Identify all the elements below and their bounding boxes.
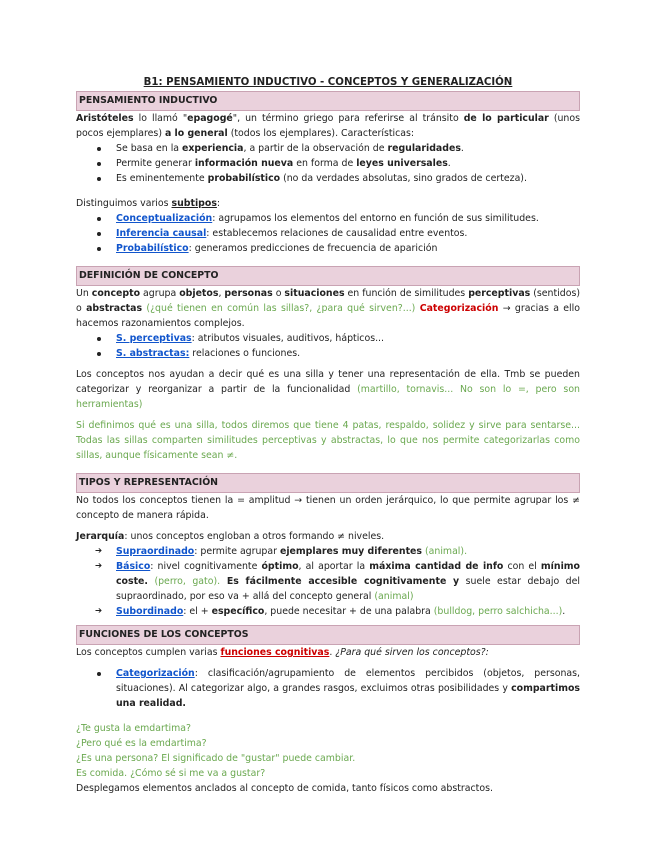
paragraph-silla: Los conceptos nos ayudan a decir qué es una silla y tener una representación de ella. Tmb se pueden categorizar y reorganizar a partir de la funcionalidad (martillo, tornavis... No son lo =, pero son herramientas): [76, 369, 580, 410]
term-inferencia-causal: Inferencia causal: [116, 228, 207, 239]
example-line: Es comida. ¿Cómo sé si me va a gustar?: [76, 768, 266, 779]
subtypes-list: [76, 211, 580, 256]
term-s-perceptivas: S. perceptivas: [116, 333, 192, 344]
term-s-abstractas: S. abstractas:: [116, 348, 190, 359]
term-probabilistico: Probabilístico: [116, 243, 189, 254]
section-heading-definicion-concepto: DEFINICIÓN DE CONCEPTO: [76, 266, 580, 286]
list-item: Permite generar información nueva en forma de leyes universales.: [76, 156, 580, 171]
list-item: Se basa en la experiencia, a partir de la observación de regularidades.: [76, 141, 580, 156]
list-item: Conceptualización: agrupamos los elementos del entorno en función de sus similitudes.: [76, 211, 580, 226]
list-item: Categorización: clasificación/agrupamiento de elementos percibidos (objetos, personas, situaciones). Al categorizar algo, a grandes rasgos, excluimos otras posibilidades y compartimos una realidad.: [76, 666, 580, 711]
page-title: B1: PENSAMIENTO INDUCTIVO - CONCEPTOS Y GENERALIZACIÓN: [143, 77, 513, 88]
list-item: Probabilístico: generamos predicciones de frecuencia de aparición: [76, 241, 580, 256]
list-item: Inferencia causal: establecemos relaciones de causalidad entre eventos.: [76, 226, 580, 241]
funciones-list: [76, 666, 580, 711]
paragraph-ejemplo-silla: Si definimos qué es una silla, todos diremos que tiene 4 patas, respaldo, solidez y sirve para sentarse... Todas las sillas comparten similitudes perceptivas y abstractas, lo que nos permite categorizarlas como sillas, aunque físicamente sean ≠.: [76, 420, 580, 461]
section-heading-pensamiento-inductivo: PENSAMIENTO INDUCTIVO: [76, 91, 580, 111]
paragraph-funciones: Los conceptos cumplen varias funciones cognitivas. ¿Para qué sirven los conceptos?:: [76, 647, 489, 658]
paragraph-jerarquia: Jerarquía: unos conceptos engloban a otros formando ≠ niveles.: [76, 531, 385, 542]
example-line: ¿Es una persona? El significado de "gustar" puede cambiar.: [76, 753, 356, 764]
document-page: [76, 76, 580, 796]
term-supraordinado: Supraordinado: [116, 546, 195, 557]
example-line: ¿Te gusta la emdartima?: [76, 723, 191, 734]
list-item: S. perceptivas: atributos visuales, auditivos, hápticos...: [76, 331, 580, 346]
list-item: ➔ Subordinado: el + específico, puede necesitar + de una palabra (bulldog, perro salchicha...).: [76, 604, 580, 619]
list-item: ➔ Básico: nivel cognitivamente óptimo, al aportar la máxima cantidad de info con el mínimo coste. (perro, gato). Es fácilmente accesible cognitivamente y suele estar debajo del supraordinado, por eso va + allá del concepto general (animal): [76, 559, 580, 604]
term-categorizacion: Categorización: [116, 668, 195, 679]
paragraph-aristoteles: Aristóteles lo llamó "epagogé", un término griego para referirse al tránsito de lo particular (unos pocos ejemplares) a lo general (todos los ejemplares). Características:: [76, 113, 580, 139]
paragraph-amplitud: No todos los conceptos tienen la = amplitud → tienen un orden jerárquico, lo que permite agrupar los ≠ concepto de manera rápida.: [76, 495, 580, 521]
term-subordinado: Subordinado: [116, 606, 184, 617]
example-line: ¿Pero qué es la emdartima?: [76, 738, 207, 749]
term-conceptualizacion: Conceptualización: [116, 213, 213, 224]
section-heading-funciones-conceptos: FUNCIONES DE LOS CONCEPTOS: [76, 625, 580, 645]
similitudes-list: [76, 331, 580, 361]
term-basico: Básico: [116, 561, 151, 572]
list-item: ➔ Supraordinado: permite agrupar ejemplares muy diferentes (animal).: [76, 544, 580, 559]
paragraph-concepto: Un concepto agrupa objetos, personas o situaciones en función de similitudes perceptivas (sentidos) o abstractas (¿qué tienen en común las sillas?, ¿para qué sirven?...) Categorización → gracias a ello hacemos razonamientos complejos.: [76, 288, 581, 329]
jerarquia-list: [76, 544, 580, 619]
paragraph-conclusion: Desplegamos elementos anclados al concepto de comida, tanto físicos como abstractos.: [76, 783, 493, 794]
list-item: S. abstractas: relaciones o funciones.: [76, 346, 580, 361]
section-heading-tipos-representacion: TIPOS Y REPRESENTACIÓN: [76, 473, 580, 493]
subtypes-intro: Distinguimos varios subtipos:: [76, 198, 221, 209]
list-item: Es eminentemente probabilístico (no da verdades absolutas, sino grados de certeza).: [76, 171, 580, 186]
characteristics-list: [76, 141, 580, 186]
